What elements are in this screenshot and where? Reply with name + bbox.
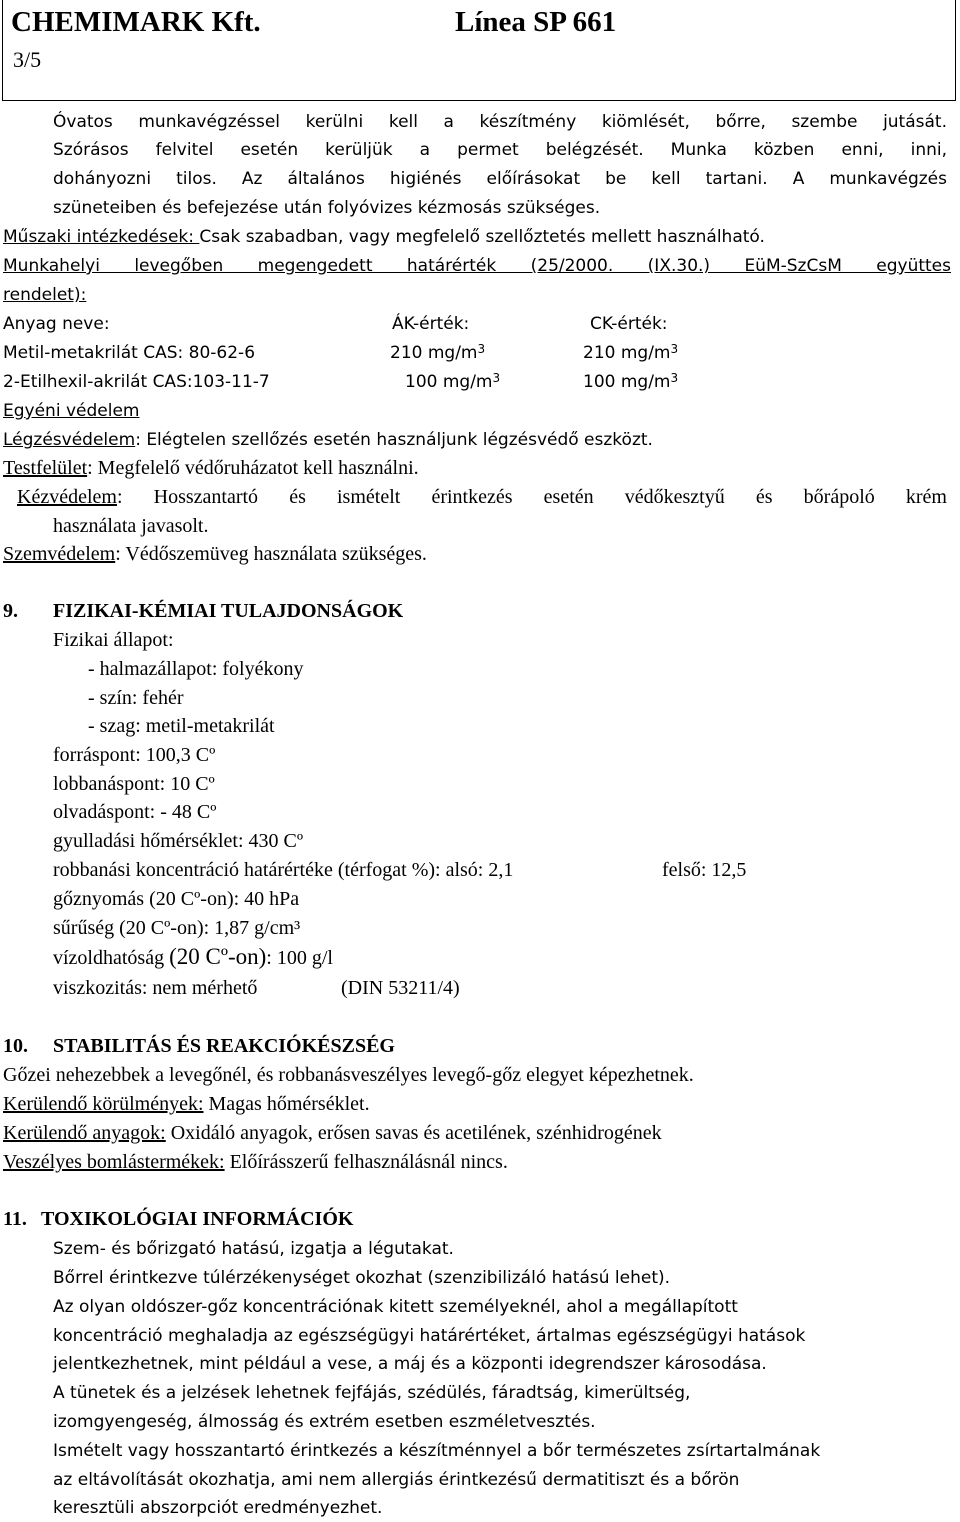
handling-line-2: Szórásos felvitel esetén kerüljük a permet belégzését. Munka közben enni, inni, (53, 140, 947, 160)
product-name: Línea SP 661 (455, 6, 617, 38)
ppe-body (3, 456, 419, 480)
technical-measures-text: Csak szabadban, vagy megfelelő szellőztetés mellett használható. (199, 227, 765, 247)
company-name: CHEMIMARK Kft. (11, 6, 261, 38)
section-9-title: FIZIKAI-KÉMIAI TULAJDONSÁGOK (53, 600, 404, 622)
viscosity: viszkozitás: nem mérhető (53, 977, 258, 999)
limits-row-1-name: Metil-metakrilát CAS: 80-62-6 (3, 343, 256, 363)
handling-line-3: dohányozni tilos. Az általános higiénés előírásokat be kell tartani. A munkavégzés (53, 169, 947, 189)
tox-line: az eltávolítását okozhatja, ami nem allergiás érintkezésű dermatitiszt és a bőrön (53, 1470, 740, 1490)
melting-point: olvadáspont: - 48 Cº (53, 801, 217, 823)
odor-property: - szag: metil-metakrilát (88, 715, 275, 737)
vapor-pressure: gőznyomás (20 Cº-on): 40 hPa (53, 888, 300, 910)
handling-line-4: szüneteiben és befejezése után folyóvizes kézmosás szükséges. (53, 198, 601, 218)
section-11-title: TOXIKOLÓGIAI INFORMÁCIÓK (41, 1208, 354, 1230)
tox-line: Az olyan oldószer-gőz koncentrációnak kitett személyeknél, ahol a megállapított (53, 1297, 738, 1317)
tox-line: Ismételt vagy hosszantartó érintkezés a készítménnyel a bőr természetes zsírtartalmának (53, 1441, 821, 1461)
explosion-limits: robbanási koncentráció határértéke (térfogat %): alsó: 2,1 (53, 859, 514, 881)
density: sűrűség (20 Cº-on): 1,87 g/cm³ (53, 917, 301, 939)
limits-col-ak: ÁK-érték: (392, 314, 470, 334)
limits-heading-line-1: Munkahelyi levegőben megengedett határérték (25/2000. (IX.30.) EüM-SzCsM együttes (3, 256, 951, 276)
tox-line: jelentkezhetnek, mint például a vese, a máj és a központi idegrendszer károsodása. (53, 1354, 767, 1374)
limits-heading-line-2: rendelet): (3, 285, 87, 305)
page-number: 3/5 (13, 47, 42, 72)
tox-line: A tünetek és a jelzések lehetnek fejfájás, szédülés, fáradtság, kimerültség, (53, 1383, 691, 1403)
aggregate-state: - halmazállapot: folyékony (88, 658, 304, 680)
water-solubility: vízoldhatóság (20 Cº-on): 100 g/l (53, 944, 333, 969)
ppe-title: Egyéni védelem (3, 401, 140, 421)
page-header (2, 0, 956, 101)
stability-text: Gőzei nehezebbek a levegőnél, és robbanásveszélyes levegő-gőz elegyet képezhetnek. (3, 1064, 694, 1086)
ppe-respiratory-text: : Elégtelen szellőzés esetén használjunk légzésvédő eszközt. (135, 430, 653, 450)
tox-line: izomgyengeség, álmosság és extrém esetben eszméletvesztés. (53, 1412, 596, 1432)
limits-row-1-ak: 210 $mg/m^3$ (390, 342, 486, 363)
technical-measures-label: Műszaki intézkedések: (3, 227, 200, 247)
ppe-hand (17, 485, 947, 509)
limits-row-2-ck: 100 $mg/m^3$ (583, 371, 679, 392)
section-10-number: 10. (3, 1035, 28, 1057)
limits-row-1-ck: 210 $mg/m^3$ (583, 342, 679, 363)
tox-line: Bőrrel érintkezve túlérzékenységet okozhat (szenzibilizáló hatású lehet). (53, 1268, 671, 1288)
ppe-eye-text: : Védőszemüveg használata szükséges. (115, 543, 427, 565)
ignition-temperature: gyulladási hőmérséklet: 430 Cº (53, 830, 304, 852)
ppe-hand-label: Kézvédelem (17, 486, 117, 508)
explosion-upper-limit: felső: 12,5 (662, 859, 747, 881)
ppe-hand-text: : Hosszantartó és ismételt érintkezés esetén védőkesztyű és bőrápoló krém (116, 486, 947, 508)
limits-col-name: Anyag neve: (3, 314, 110, 334)
color-property: - szín: fehér (88, 687, 184, 709)
materials-to-avoid: Kerülendő anyagok: Oxidáló anyagok, erősen savas és acetilének, szénhidrogének (3, 1122, 662, 1144)
section-9-number: 9. (3, 600, 18, 622)
section-10-title: STABILITÁS ÉS REAKCIÓKÉSZSÉG (53, 1035, 395, 1057)
limits-row-2-name: 2-Etilhexil-akrilát CAS:103-11-7 (3, 372, 270, 392)
tox-line: koncentráció meghaladja az egészségügyi határértéket, ártalmas egészségügyi hatások (53, 1326, 806, 1346)
ppe-eye-label: Szemvédelem (3, 543, 116, 565)
viscosity-standard: (DIN 53211/4) (341, 977, 460, 999)
ppe-body-label: Testfelület (3, 457, 88, 479)
decomposition-products: Veszélyes bomlástermékek: Előírásszerű felhasználásnál nincs. (3, 1151, 508, 1173)
limits-row-2-ak: 100 $mg/m^3$ (405, 371, 501, 392)
tox-line: Szem- és bőrizgató hatású, izgatja a légutakat. (53, 1239, 454, 1259)
ppe-hand-line-2: használata javasolt. (53, 515, 209, 537)
handling-line-1: Óvatos munkavégzéssel kerülni kell a készítmény kiömlését, bőrre, szembe jutását. (53, 112, 947, 132)
tox-line: keresztüli abszorpciót eredményezhet. (53, 1498, 383, 1518)
technical-measures (3, 225, 765, 249)
flash-point: lobbanáspont: 10 Cº (53, 773, 215, 795)
boiling-point: forráspont: 100,3 Cº (53, 744, 216, 766)
ppe-body-text: : Megfelelő védőruházatot kell használni. (87, 457, 419, 479)
physical-state-label: Fizikai állapot: (53, 629, 174, 651)
conditions-to-avoid: Kerülendő körülmények: Magas hőmérséklet. (3, 1093, 370, 1115)
ppe-respiratory-label: Légzésvédelem (3, 430, 136, 450)
limits-col-ck: CK-érték: (590, 314, 668, 334)
section-11-number: 11. (3, 1208, 27, 1230)
ppe-eye (3, 542, 427, 566)
ppe-respiratory (3, 428, 653, 452)
